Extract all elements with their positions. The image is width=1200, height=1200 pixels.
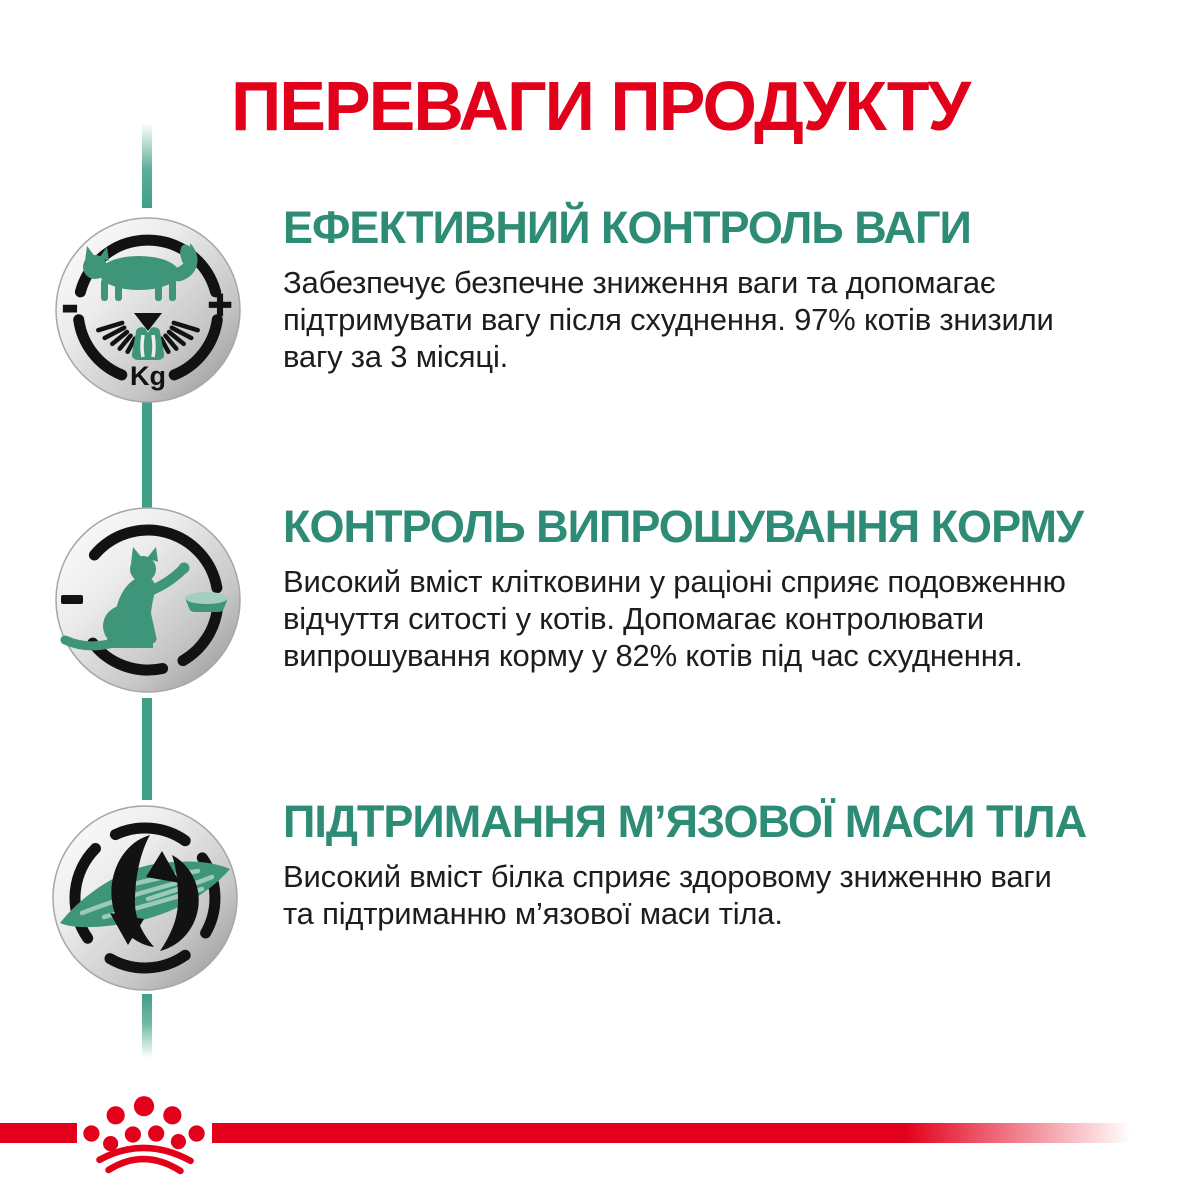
footer-stripe-left [0, 1123, 77, 1143]
ring-dash [61, 595, 83, 604]
benefit-heading: ЕФЕКТИВНИЙ КОНТРОЛЬ ВАГИ [283, 202, 971, 253]
benefit-body [283, 858, 1153, 932]
benefit-body-line: відчуття ситості у котів. Допомагає контролювати [283, 601, 985, 636]
benefit-heading: ПІДТРИМАННЯ М’ЯЗОВОЇ МАСИ ТІЛА [283, 796, 1087, 847]
connector-line-mid-2 [142, 698, 152, 800]
benefit-body-line: Високий вміст клітковини у раціоні сприяє подовженню [283, 564, 1066, 599]
benefit-heading: КОНТРОЛЬ ВИПРОШУВАННЯ КОРМУ [283, 501, 1083, 552]
scale-plus-label: + [207, 281, 233, 328]
benefit-body-line: випрошування корму у 82% котів під час схуднення. [283, 638, 1023, 673]
benefit-body-line: Забезпечує безпечне зниження ваги та допомагає [283, 265, 996, 300]
benefit-section-begging-control [283, 501, 1153, 674]
kg-label: Kg [130, 361, 166, 391]
page-title: ПЕРЕВАГИ ПРОДУКТУ [230, 66, 970, 145]
benefit-body [283, 563, 1153, 674]
scale-minus-label: - [62, 279, 78, 332]
benefit-body-line: Високий вміст білка сприяє здоровому зниженню ваги [283, 859, 1052, 894]
muscle-fiber-icon [52, 805, 238, 991]
benefit-section-muscle-mass [283, 796, 1153, 932]
benefit-section-weight-control [283, 202, 1153, 375]
royal-canin-crown-paw-logo [77, 1089, 209, 1175]
benefit-body-line: та підтриманню м’язової маси тіла. [283, 896, 783, 931]
connector-line-top [142, 123, 152, 208]
benefit-body-line: вагу за 3 місяці. [283, 339, 509, 374]
food-bowl [185, 592, 228, 612]
connector-line-bottom [142, 994, 152, 1058]
footer-stripe-right [212, 1123, 1200, 1143]
begging-cat-bowl-icon [55, 507, 241, 693]
connector-line-mid-1 [142, 402, 152, 508]
benefit-body [283, 264, 1153, 375]
weight-scale-cat-icon [55, 217, 241, 403]
benefit-body-line: підтримувати вагу після схуднення. 97% котів знизили [283, 302, 1054, 337]
